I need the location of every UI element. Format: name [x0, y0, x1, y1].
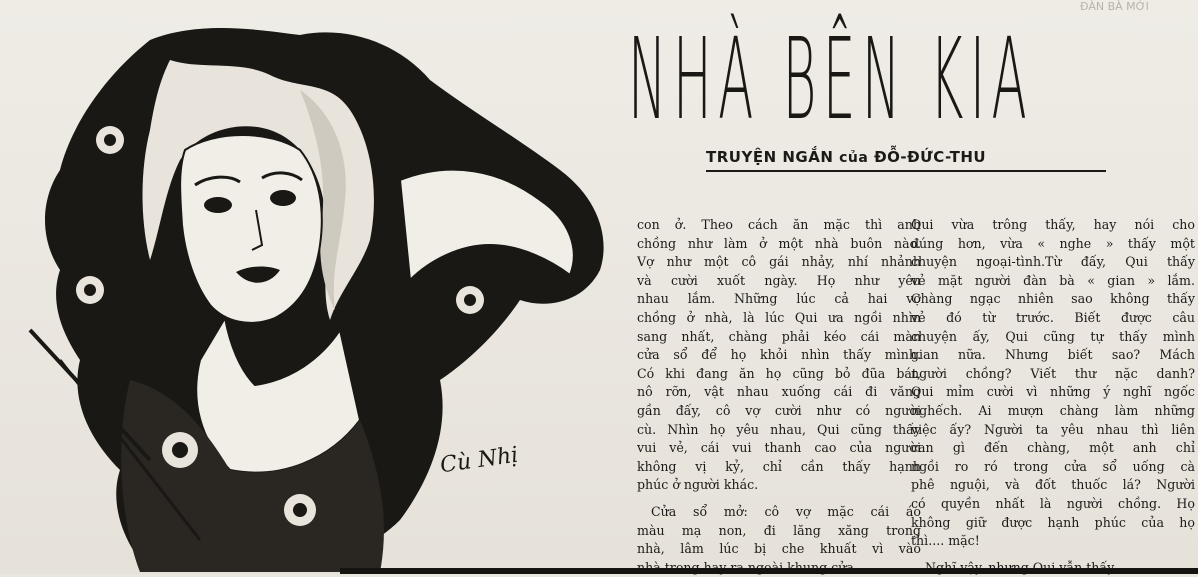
text-line: gian nữa. Nhưng biết sao? Mách — [911, 347, 1195, 363]
text-line: người chồng? Viết thư nặc danh? — [911, 365, 1195, 381]
text-line: Chàng ngạc nhiên sao không thấy — [911, 291, 1195, 307]
text-line: chồng như làm ở một nhà buôn nào. — [637, 235, 921, 251]
text-line: vẻ mặt người đàn bà « gian » lắm. — [911, 272, 1195, 288]
text-line: nhau lắm. Những lúc cả hai vợ — [637, 291, 921, 307]
text-line: không vị kỷ, chỉ cần thấy hạnh — [637, 458, 921, 474]
paragraph-gap — [911, 551, 1195, 559]
text-line: phúc ở người khác. — [637, 477, 759, 493]
text-line: Vợ như một cô gái nhảy, nhí nhảnh — [637, 254, 921, 270]
text-line: Qui mỉm cười vì những ý nghĩ ngốc — [911, 384, 1195, 400]
text-line: Qui vừa trông thấy, hay nói cho — [911, 217, 1195, 232]
text-line: gần đấy, cô vợ cười như có người — [637, 402, 921, 418]
byline-of: của — [839, 150, 869, 166]
article-column-right — [911, 216, 1195, 577]
adjacent-page-fragment: ĐÀN BÀ MỚI — [1080, 0, 1149, 13]
text-line: đúng hơn, vừa « nghe » thấy một — [911, 235, 1195, 251]
article-title: NHÀ BÊN KIA — [628, 15, 1034, 145]
byline-author: ĐỖ-ĐỨC-THU — [874, 148, 987, 166]
artist-signature: Cù Nhị — [438, 442, 520, 479]
text-line: màu mạ non, đi lăng xăng trong — [637, 522, 921, 538]
text-line: chuyện ấy, Qui cũng tự thấy mình — [911, 328, 1195, 344]
text-line: can gì đến chàng, một anh chỉ — [911, 440, 1195, 456]
text-line: nghếch. Ai mượn chàng làm những — [911, 402, 1195, 418]
text-line: nhà, lâm lúc bị che khuất vì vào — [637, 541, 921, 557]
text-line: phê nguội, và đốt thuốc lá? Người — [911, 477, 1195, 493]
text-line: Cửa sổ mở: cô vợ mặc cái áo — [651, 503, 921, 519]
text-line: và cười xuốt ngày. Họ như yêu — [637, 272, 921, 288]
text-line: có quyền nhất là người chồng. Họ — [911, 495, 1195, 511]
text-line: cửa sổ để họ khỏi nhìn thấy mình. — [637, 347, 921, 363]
text-line: Có khi đang ăn họ cũng bỏ đũa bát, — [637, 365, 921, 381]
text-line: con ở. Theo cách ăn mặc thì anh — [637, 217, 921, 232]
text-line: không giữ được hạnh phúc của họ — [911, 514, 1195, 530]
text-line: chuyện ngoại-tình.Từ đấy, Qui thấy — [911, 254, 1195, 270]
article-column-left — [637, 216, 921, 577]
text-line: việc ấy? Người ta yêu nhau thì liên — [911, 421, 1195, 437]
text-line: vẻ đó từ trước. Biết được câu — [911, 309, 1195, 325]
page-bottom-rule — [340, 568, 1198, 574]
byline-label: TRUYỆN NGẮN — [706, 148, 834, 166]
text-line: thì.... mặc! — [911, 533, 980, 549]
byline — [706, 148, 1106, 172]
text-line: vui vẻ, cái vui thanh cao của người — [637, 440, 921, 456]
paragraph-gap — [637, 495, 921, 503]
text-line: cù. Nhìn họ yêu nhau, Qui cũng thấy — [637, 421, 921, 437]
text-line: nô rỡn, vật nhau xuống cái đi văng — [637, 384, 921, 400]
text-line: sang nhất, chàng phải kéo cái màn — [637, 328, 921, 344]
text-line: ngồi ro ró trong cửa sổ uống cà — [911, 458, 1195, 474]
text-line: chồng ở nhà, là lúc Qui ưa ngồi nhìn — [637, 309, 921, 325]
